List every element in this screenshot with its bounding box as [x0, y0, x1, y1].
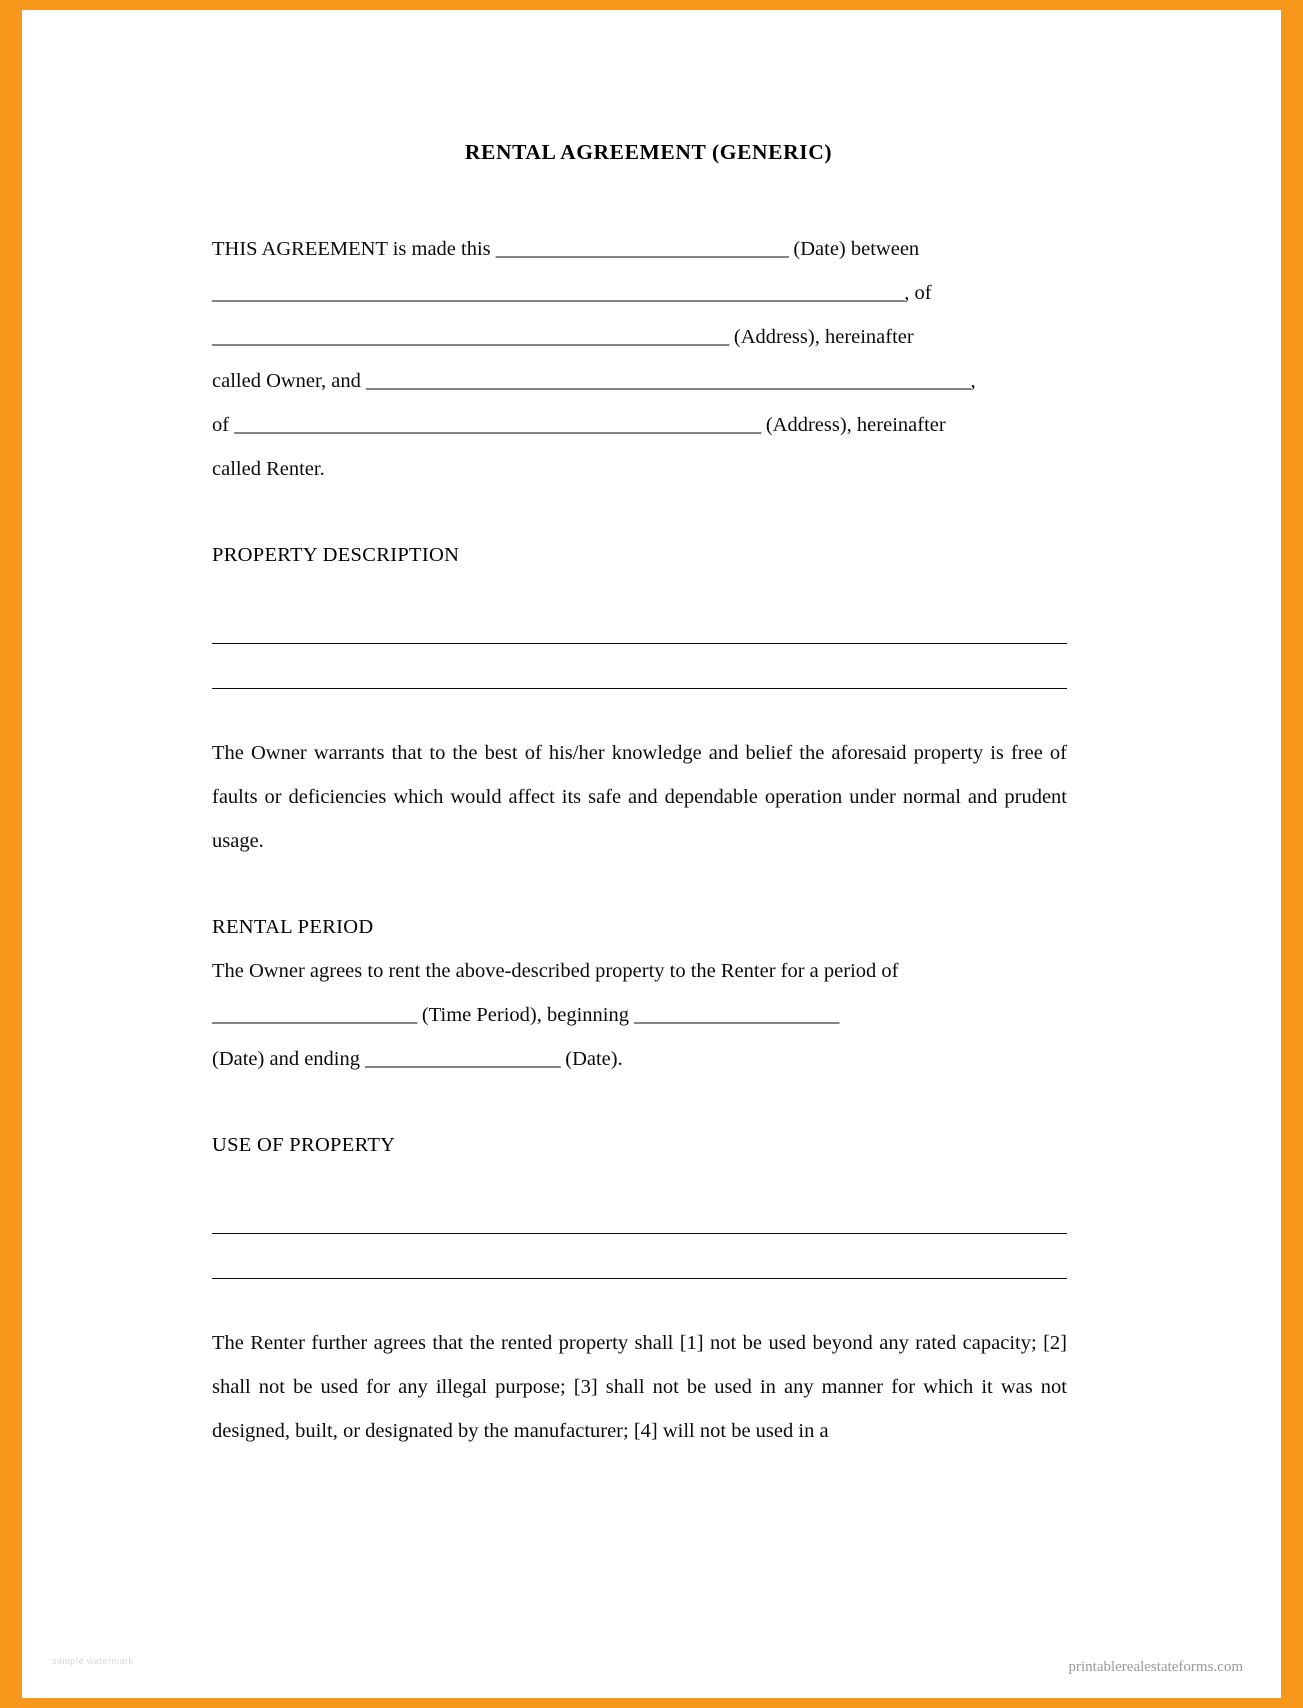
date-blank-field[interactable]: ______________________________ — [495, 238, 789, 260]
intro-line-1 — [212, 227, 1067, 271]
end-date-label: (Date). — [565, 1048, 623, 1070]
use-restrictions-paragraph: The Renter further agrees that the rented property shall [1] not be used beyond any rated capacity; [2] shall not be used for any illegal purpose; [3] shall not be used in any manner for which it was not designed, built, or designated by the manufacturer; [4] will not be used in a — [212, 1332, 1067, 1442]
intro-line-1-text: THIS AGREEMENT is made this — [212, 238, 491, 260]
rental-period-line-2 — [212, 993, 1067, 1037]
blank-rule-line[interactable] — [212, 1189, 1067, 1234]
intro-line-5-suffix: (Address), hereinafter — [765, 414, 946, 436]
spacer — [212, 491, 1067, 533]
rental-agreement-document — [22, 10, 1281, 1698]
intro-line-4-text: called Owner, and — [212, 370, 361, 392]
intro-line-5-text: of — [212, 414, 230, 436]
blank-rule-line[interactable] — [212, 1234, 1067, 1279]
document-content — [212, 140, 1067, 1453]
intro-line-3 — [212, 315, 1067, 359]
spacer — [212, 1081, 1067, 1123]
property-warranty-paragraph: The Owner warrants that to the best of his/her knowledge and belief the aforesaid property is free of faults or deficiencies which would affect its safe and dependable operation under normal and prudent usage. — [212, 742, 1067, 852]
intro-line-4-suffix: , — [970, 370, 976, 392]
blank-rule-line[interactable] — [212, 644, 1067, 689]
renter-address-blank-field[interactable]: ______________________________________________________ — [234, 414, 761, 436]
spacer — [212, 1279, 1067, 1321]
section-heading-property-description: PROPERTY DESCRIPTION — [212, 544, 460, 566]
page-title: RENTAL AGREEMENT (GENERIC) — [464, 140, 833, 164]
intro-line-4 — [212, 359, 1067, 403]
intro-line-6: called Renter. — [212, 458, 325, 480]
intro-line-5 — [212, 403, 1067, 447]
intro-line-2-suffix: , of — [904, 282, 932, 304]
owner-name-blank-field[interactable]: _______________________________________________________________________ — [212, 282, 905, 304]
rental-period-line-1: The Owner agrees to rent the above-described property to the Renter for a period of — [212, 960, 899, 982]
spacer — [212, 689, 1067, 731]
document-page — [22, 10, 1281, 1698]
owner-address-blank-field[interactable]: _____________________________________________________ — [212, 326, 729, 348]
blank-rule-line[interactable] — [212, 599, 1067, 644]
begin-date-label: (Date) and ending — [212, 1048, 360, 1070]
spacer — [212, 1167, 1067, 1189]
time-period-blank-field[interactable]: _____________________ — [212, 1004, 417, 1026]
end-date-blank-field[interactable]: ____________________ — [365, 1048, 561, 1070]
intro-line-1-suffix: (Date) between — [793, 238, 920, 260]
intro-line-3-suffix: (Address), hereinafter — [733, 326, 914, 348]
time-period-label: (Time Period), beginning — [421, 1004, 629, 1026]
intro-line-2 — [212, 271, 1067, 315]
source-footer: printablerealestateforms.com — [1068, 1659, 1243, 1675]
spacer — [212, 577, 1067, 599]
section-heading-rental-period: RENTAL PERIOD — [212, 916, 374, 938]
renter-name-blank-field[interactable]: ______________________________________________________________ — [366, 370, 971, 392]
use-of-property-blank-lines[interactable] — [212, 1189, 1067, 1279]
section-heading-use-of-property: USE OF PROPERTY — [212, 1134, 396, 1156]
spacer — [212, 863, 1067, 905]
property-description-blank-lines[interactable] — [212, 599, 1067, 689]
begin-date-blank-field[interactable]: _____________________ — [634, 1004, 839, 1026]
watermark: sample watermark — [52, 1656, 134, 1666]
rental-period-line-3 — [212, 1037, 1067, 1081]
